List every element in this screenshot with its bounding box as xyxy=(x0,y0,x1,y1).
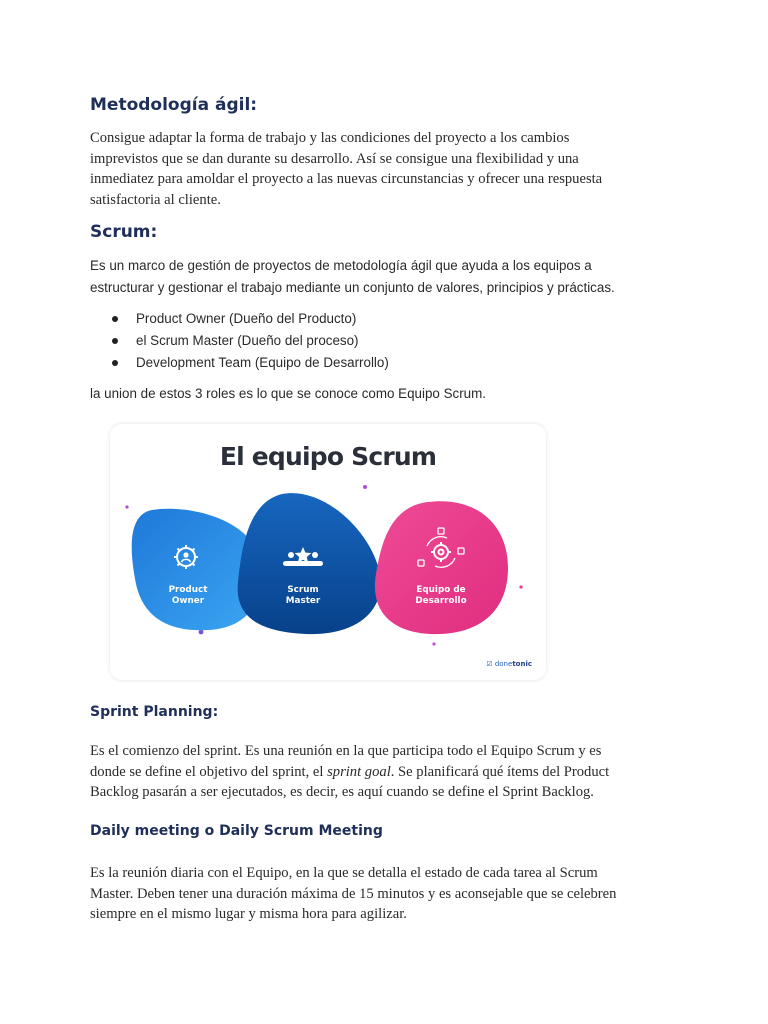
development-team-label xyxy=(391,585,491,607)
agile-line: satisfactoria al cliente. xyxy=(90,191,221,208)
heading-daily-meeting: Daily meeting o Daily Scrum Meeting xyxy=(90,823,383,839)
product-owner-label xyxy=(138,585,238,607)
sprint-line: Backlog pasarán a ser ejecutados, es decir, es aquí cuando se define el Sprint Backlog. xyxy=(90,784,594,800)
gear-person-icon xyxy=(174,545,198,569)
sprint-goal-term: sprint goal xyxy=(327,763,391,780)
decor-dot xyxy=(199,630,204,635)
scrum-closing-text: la union de estos 3 roles es lo que se conoce como Equipo Scrum. xyxy=(90,386,486,401)
decor-dot xyxy=(519,585,522,588)
blob-label-line: Owner xyxy=(171,596,205,606)
agile-line: inmediatez para amoldar el proyecto a las nuevas circunstancias y ofrecer una respuesta xyxy=(90,171,603,187)
figure-title: El equipo Scrum xyxy=(219,442,437,471)
agile-line: Consigue adaptar la forma de trabajo y las condiciones del proyecto a los cambios xyxy=(90,130,570,146)
agile-line: imprevistos que se dan durante su desarrollo. Así se consigue una flexibilidad y una xyxy=(90,150,579,167)
heading-sprint-planning: Sprint Planning: xyxy=(90,704,219,720)
donetonic-logo xyxy=(486,660,532,668)
daily-line: Es la reunión diaria con el Equipo, en la que se detalla el estado de cada tarea al Scrum xyxy=(90,865,598,881)
scrum-line: estructurar y gestionar el trabajo mediante un conjunto de valores, principios y prácticas. xyxy=(90,279,615,295)
blob-label-line: Product xyxy=(168,585,208,595)
scrum-paragraph xyxy=(90,255,700,298)
scrum-line: Es un marco de gestión de proyectos de metodología ágil que ayuda a los equipos a xyxy=(90,258,592,273)
sprint-line-prefix: donde se define el objetivo del sprint, el xyxy=(90,763,328,780)
heading-metodologia-agil: Metodología ágil: xyxy=(90,95,258,115)
blob-label-line: Scrum xyxy=(287,585,319,595)
blob-label-line: Desarrollo xyxy=(415,596,467,606)
list-item: Development Team (Equipo de Desarrollo) xyxy=(90,352,389,374)
brand-part: tonic xyxy=(512,660,532,668)
sprint-line: Es el comienzo del sprint. Es una reunión en la que participa todo el Equipo Scrum y es xyxy=(90,743,602,759)
decor-dot xyxy=(125,505,128,508)
list-item: Product Owner (Dueño del Producto) xyxy=(90,308,389,330)
scrum-team-figure xyxy=(110,424,546,680)
blob-label-line: Equipo de xyxy=(416,585,466,595)
agile-paragraph xyxy=(90,128,690,210)
check-icon: ☑ xyxy=(486,660,493,668)
daily-line: siempre en el mismo lugar y misma hora para agilizar. xyxy=(90,906,407,922)
figure-graphic xyxy=(110,424,546,680)
sprint-planning-paragraph xyxy=(90,741,690,803)
blob-label-line: Master xyxy=(285,596,321,606)
daily-line: Master. Deben tener una duración máxima de 15 minutos y es aconsejable que se celebren xyxy=(90,885,617,902)
scrum-master-label xyxy=(253,585,353,607)
heading-scrum: Scrum: xyxy=(90,222,158,242)
list-item: el Scrum Master (Dueño del proceso) xyxy=(90,330,389,352)
roles-list xyxy=(90,308,389,374)
decor-dot xyxy=(432,642,435,645)
brand-part: done xyxy=(494,660,513,668)
sprint-line-suffix: . Se planificará qué ítems del Product xyxy=(390,763,610,780)
decor-dot xyxy=(363,485,367,489)
daily-meeting-paragraph xyxy=(90,863,690,925)
